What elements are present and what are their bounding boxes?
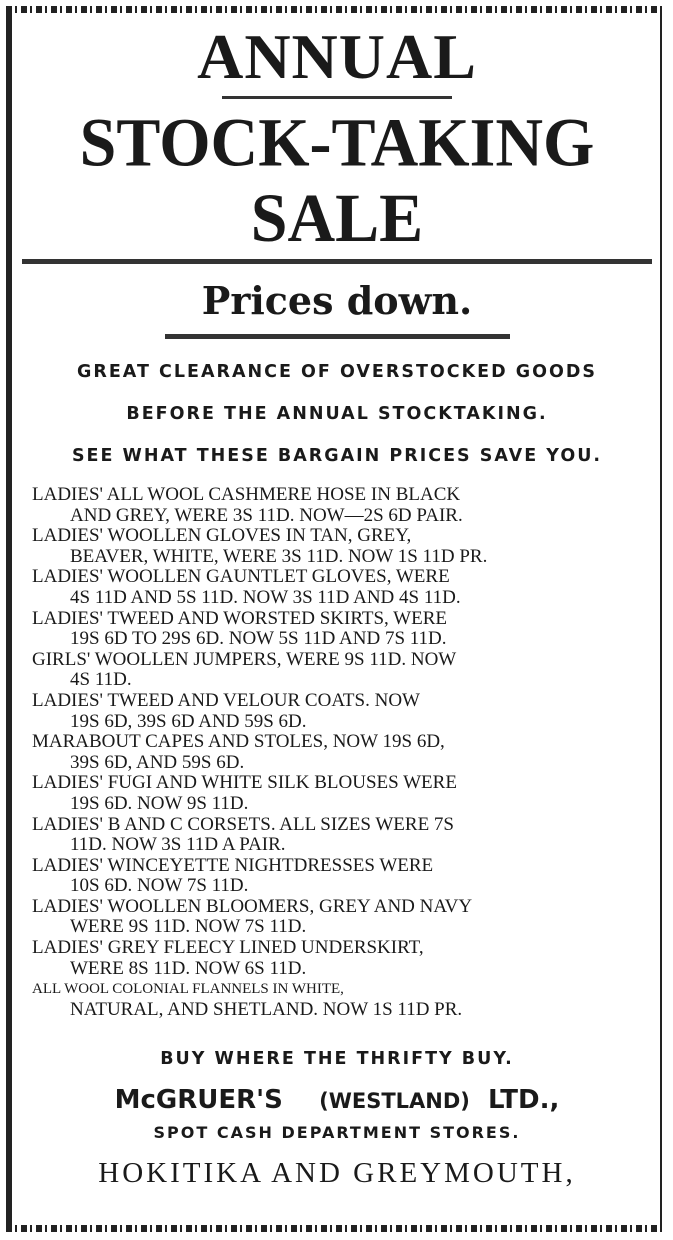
- company-name-ltd: LTD.,: [488, 1085, 560, 1116]
- list-item: LADIES' GREY FLEECY LINED UNDERSKIRT, WERE 8S 11D. NOW 6S 11D.: [32, 937, 424, 979]
- list-item: ALL WOOL COLONIAL FLANNELS IN WHITE, NATURAL, AND SHETLAND. NOW 1S 11D PR.: [32, 981, 463, 1020]
- list-item: LADIES' B AND C CORSETS. ALL SIZES WERE 7S 11D. NOW 3S 11D A PAIR.: [32, 813, 454, 856]
- list-item: LADIES' WOOLLEN GLOVES IN TAN, GREY, BEAVER, WHITE, WERE 3S 11D. NOW 1S 11D PR.: [32, 525, 488, 567]
- list-item: LADIES' FUGI AND WHITE SILK BLOUSES WERE 19S 6D. NOW 9S 11D.: [32, 772, 457, 814]
- slogan: BUY WHERE THE THRIFTY BUY.: [160, 1049, 514, 1070]
- subtitle-prices-down: Prices down.: [201, 278, 473, 323]
- intro-line-2: BEFORE THE ANNUAL STOCKTAKING.: [126, 404, 548, 424]
- rule-3: [165, 334, 510, 339]
- company-name-westland: (WESTLAND): [319, 1089, 470, 1114]
- intro-line-1: GREAT CLEARANCE OF OVERSTOCKED GOODS: [76, 362, 597, 382]
- intro-line-3: SEE WHAT THESE BARGAIN PRICES SAVE YOU.: [71, 446, 603, 466]
- list-item: LADIES' WOOLLEN BLOOMERS, GREY AND NAVY WERE 9S 11D. NOW 7S 11D.: [32, 895, 473, 938]
- list-item: LADIES' WOOLLEN GAUNTLET GLOVES, WERE 4S 11D AND 5S 11D. NOW 3S 11D AND 4S 11D.: [32, 566, 461, 608]
- list-item: LADIES' TWEED AND VELOUR COATS. NOW 19S 6D, 39S 6D AND 59S 6D.: [32, 689, 420, 732]
- list-item: LADIES' ALL WOOL CASHMERE HOSE IN BLACK AND GREY, WERE 3S 11D. NOW—2S 6D PAIR.: [32, 484, 463, 526]
- company-name: [22, 1084, 652, 1117]
- towns: HOKITIKA AND GREYMOUTH,: [98, 1157, 576, 1190]
- list-item: LADIES' TWEED AND WORSTED SKIRTS, WERE 19S 6D TO 29S 6D. NOW 5S 11D AND 7S 11D.: [32, 607, 447, 650]
- list-item: GIRLS' WOOLLEN JUMPERS, WERE 9S 11D. NOW 4S 11D.: [32, 648, 457, 691]
- list-item: LADIES' WINCEYETTE NIGHTDRESSES WERE 10S 6D. NOW 7S 11D.: [32, 854, 434, 897]
- title-stock-taking-sale: STOCK-TAKING SALE: [79, 104, 595, 257]
- rule-1: [222, 96, 452, 99]
- advertisement: [22, 14, 652, 1191]
- title-annual: ANNUAL: [197, 21, 477, 92]
- rule-2: [22, 259, 652, 264]
- list-item: MARABOUT CAPES AND STOLES, NOW 19S 6D, 39S 6D, AND 59S 6D.: [32, 731, 445, 773]
- tagline: SPOT CASH DEPARTMENT STORES.: [153, 1123, 521, 1143]
- company-name-main: McGRUER'S: [114, 1085, 283, 1116]
- item-list: [32, 485, 648, 1020]
